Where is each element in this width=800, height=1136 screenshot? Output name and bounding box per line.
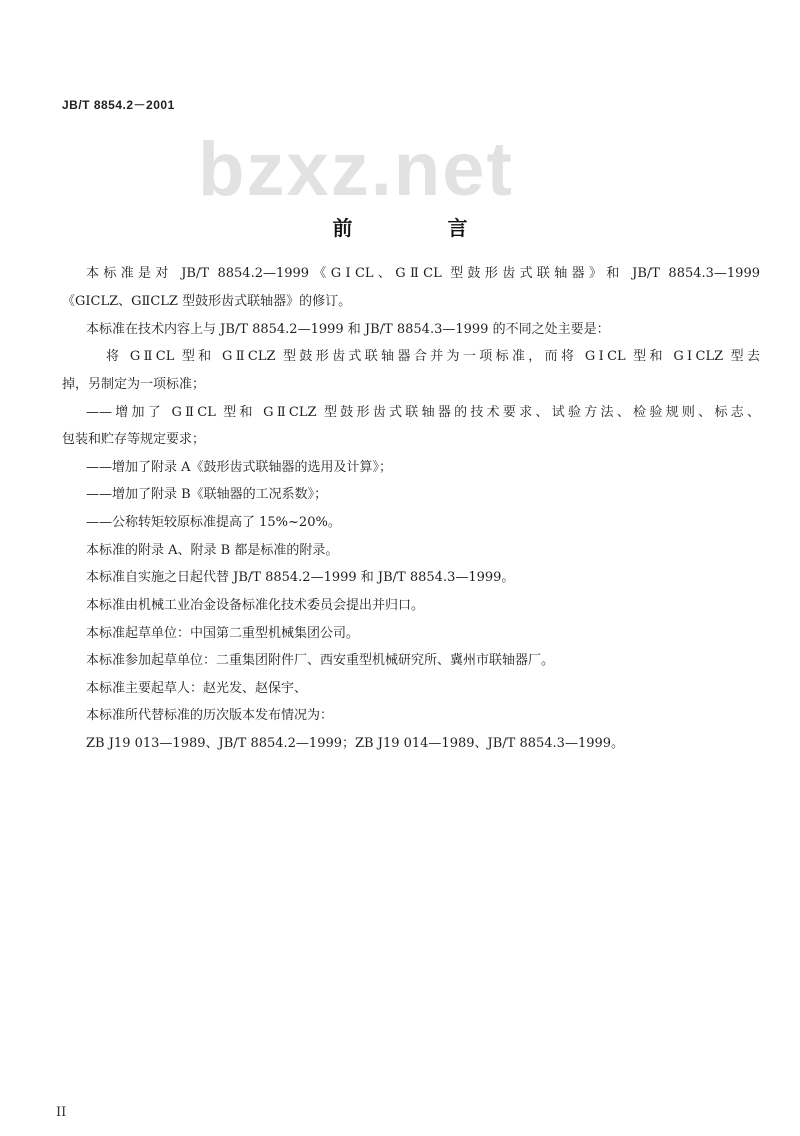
paragraph-line: 包装和贮存等规定要求；: [62, 432, 206, 447]
paragraph-line: 本标准的附录 A、附录 B 都是标准的附录。: [86, 543, 339, 558]
paragraph-line: ZB J19 013—1989、JB/T 8854.2—1999；ZB J19 014—1989、JB/T 8854.3—1999。: [86, 736, 625, 751]
paragraph-line: ——增加了 GⅡCL 型和 GⅡCLZ 型鼓形齿式联轴器的技术要求、试验方法、检验规则、标志、: [86, 405, 760, 420]
paragraph-line: 本标准所代替标准的历次版本发布情况为：: [86, 708, 334, 723]
paragraph-line: 本标准主要起草人：赵光发、赵保宇、: [86, 681, 308, 696]
paragraph-line: 本标准由机械工业冶金设备标准化技术委员会提出并归口。: [86, 598, 425, 613]
page-number: II: [56, 1105, 67, 1120]
paragraph-line: 《GⅠCLZ、GⅡCLZ 型鼓形齿式联轴器》的修订。: [62, 294, 352, 309]
paragraph-line: 将 GⅡCL 型和 GⅡCLZ 型鼓形齿式联轴器合并为一项标准，而将 GⅠCL 型和 GⅠCLZ 型去: [106, 349, 760, 364]
paragraph-line: 本标准参加起草单位：二重集团附件厂、西安重型机械研究所、冀州市联轴器厂。: [86, 653, 555, 668]
paragraph-line: 本标准在技术内容上与 JB/T 8854.2—1999 和 JB/T 8854.3—1999 的不同之处主要是：: [86, 322, 610, 337]
paragraph-line: 本标准自实施之日起代替 JB/T 8854.2—1999 和 JB/T 8854.3—1999。: [86, 570, 515, 585]
watermark: bzxz.net: [198, 127, 514, 212]
standard-code-header: JB/T 8854.2－2001: [62, 98, 175, 112]
paragraph-line: 掉，另制定为一项标准；: [62, 377, 206, 392]
paragraph-line: 本标准是对 JB/T 8854.2—1999《GⅠCL、GⅡCL 型鼓形齿式联轴器》和 JB/T 8854.3—1999: [86, 266, 760, 281]
paragraph-line: 本标准起草单位：中国第二重型机械集团公司。: [86, 626, 360, 641]
paragraph-line: ——公称转矩较原标准提高了 15%~20%。: [86, 515, 341, 530]
paragraph-line: ——增加了附录 B《联轴器的工况系数》；: [86, 487, 328, 502]
page-title: 前 言: [332, 216, 512, 240]
paragraph-line: ——增加了附录 A《鼓形齿式联轴器的选用及计算》；: [86, 460, 393, 475]
